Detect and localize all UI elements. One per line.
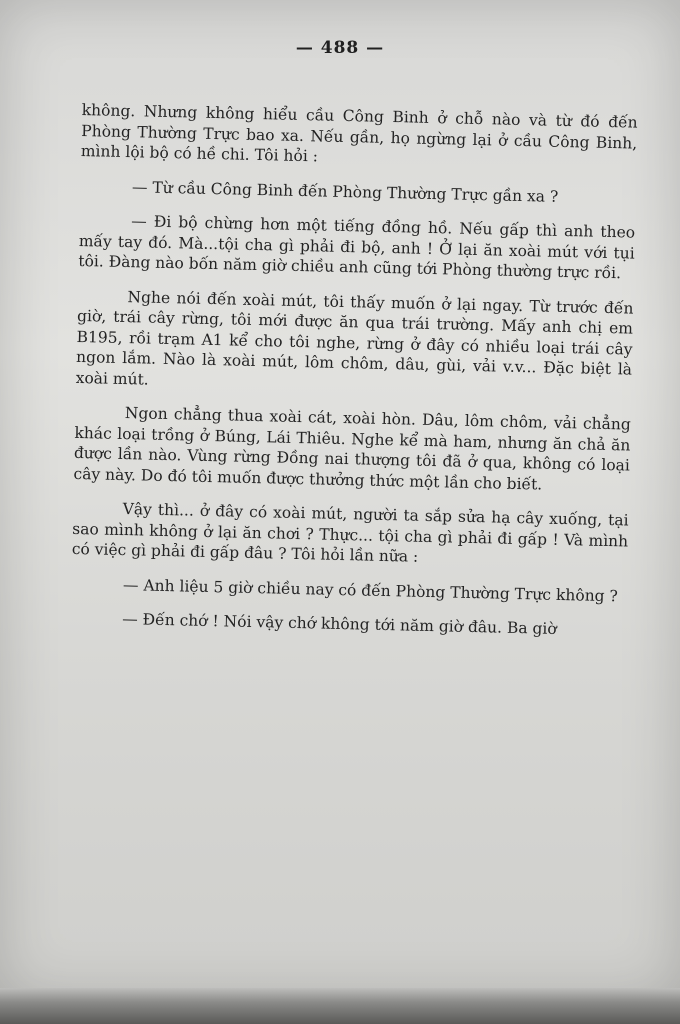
paragraph-1: không. Nhưng không hiểu cầu Công Binh ở chỗ nào và từ đó đến Phòng Thường Trực bao xa. Nếu gần, họ ngừng lại ở cầu Công Binh, mình lội bộ có hề chi. Tôi hỏi :	[80, 100, 638, 166]
page-number: — 488 —	[295, 38, 385, 58]
paragraph-8: — Đến chớ ! Nói vậy chớ không tới năm giờ đâu. Ba giờ	[122, 610, 557, 638]
paragraph-5: Ngon chẳng thua xoài cát, xoài hòn. Dâu, lôm chôm, vải chẳng khác loại trồng ở Búng, Lái Thiêu. Nghe kể mà ham, nhưng ăn chả ăn được lần nào. Vùng rừng Đồng nai thượng tôi đã ở qua, không có loại cây này. Do đó tôi muốn được thưởng thức một lần cho biết.	[73, 404, 631, 494]
paragraph-6: Vậy thì... ở đây có xoài mút, người ta sắp sửa hạ cây xuống, tại sao mình không ở lại ăn chơi ? Thực... tội cha gì phải đi gấp ! Và mình có việc gì phải đi gấp đâu ? Tôi hỏi lần nữa :	[71, 500, 629, 566]
page-text	[70, 100, 638, 655]
paragraph-3: — Đi bộ chừng hơn một tiếng đồng hồ. Nếu gấp thì anh theo mấy tay đó. Mà...tội cha gì phải đi bộ, anh ! Ở lại ăn xoài mút với tụi tôi. Đàng nào bốn năm giờ chiều anh cũng tới Phòng thường trực rồi.	[78, 212, 636, 283]
paragraph-2: — Từ cầu Công Binh đến Phòng Thường Trực gần xa ?	[131, 177, 559, 206]
paragraph-4: Nghe nói đến xoài mút, tôi thấy muốn ở lại ngay. Từ trước đến giờ, trái cây rừng, tôi mới được ăn qua trái trường. Mấy anh chị em B195, rồi trạm A1 kể cho tôi nghe, rừng ở đây có nhiều loại trái cây ngon lắm. Nào là xoài mút, lôm chôm, dâu, gùi, vải v.v... Đặc biệt là xoài mút.	[75, 287, 634, 389]
page-bottom-edge	[0, 988, 680, 1024]
paragraph-7: — Anh liệu 5 giờ chiều nay có đến Phòng Thường Trực không ?	[122, 575, 619, 605]
